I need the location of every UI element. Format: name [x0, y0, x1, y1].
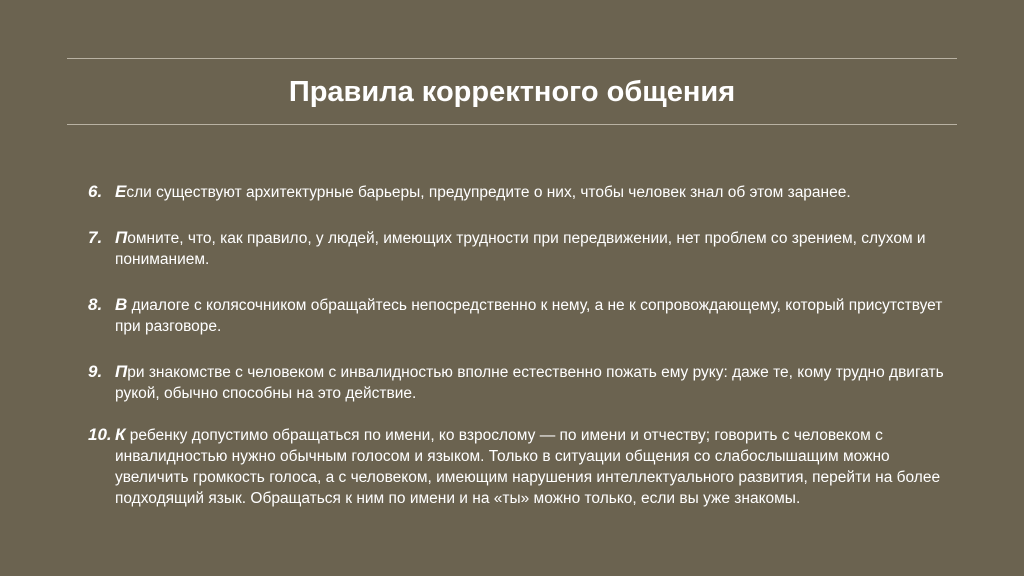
list-item: [88, 424, 948, 509]
item-number: 10.: [88, 425, 112, 444]
item-number: 9.: [88, 362, 103, 381]
list-item: [88, 181, 948, 203]
list-item: [88, 227, 948, 270]
list-item: [88, 361, 948, 404]
list-item: [88, 294, 948, 337]
item-text: диалоге с колясочником обращайтесь непосредственно к нему, а не к сопровождающему, который присутствует при разговоре.: [115, 297, 943, 335]
item-text: ри знакомстве с человеком с инвалидностью вполне естественно пожать ему руку: даже те, кому трудно двигать рукой, обычно способны на это действие.: [115, 364, 944, 402]
item-text: сли существуют архитектурные барьеры, предупредите о них, чтобы человек знал об этом заранее.: [126, 184, 851, 201]
item-lead-letter: В: [115, 295, 128, 314]
rules-list: [88, 181, 948, 509]
item-number: 6.: [88, 182, 103, 201]
item-number: 8.: [88, 295, 103, 314]
top-divider: [67, 58, 957, 59]
item-text: ребенку допустимо обращаться по имени, ко взрослому — по имени и отчеству; говорить с человеком с инвалидностью нужно обычным голосом и языком. Только в ситуации общения со слабослышащим можно увеличить громкость голоса, а с человеком, имеющим нарушения интеллектуального развития, перейти на более подходящий язык. Обращаться к ним по имени и на «ты» можно только, если вы уже знакомы.: [115, 427, 941, 507]
item-text: омните, что, как правило, у людей, имеющих трудности при передвижении, нет проблем со зрением, слухом и пониманием.: [115, 230, 926, 268]
item-lead-letter: П: [115, 228, 128, 247]
item-lead-letter: Е: [115, 182, 127, 201]
item-number: 7.: [88, 228, 103, 247]
item-lead-letter: П: [115, 362, 128, 381]
item-lead-letter: К: [115, 425, 126, 444]
slide-title: Правила корректного общения: [288, 76, 736, 108]
bottom-divider: [67, 124, 957, 125]
